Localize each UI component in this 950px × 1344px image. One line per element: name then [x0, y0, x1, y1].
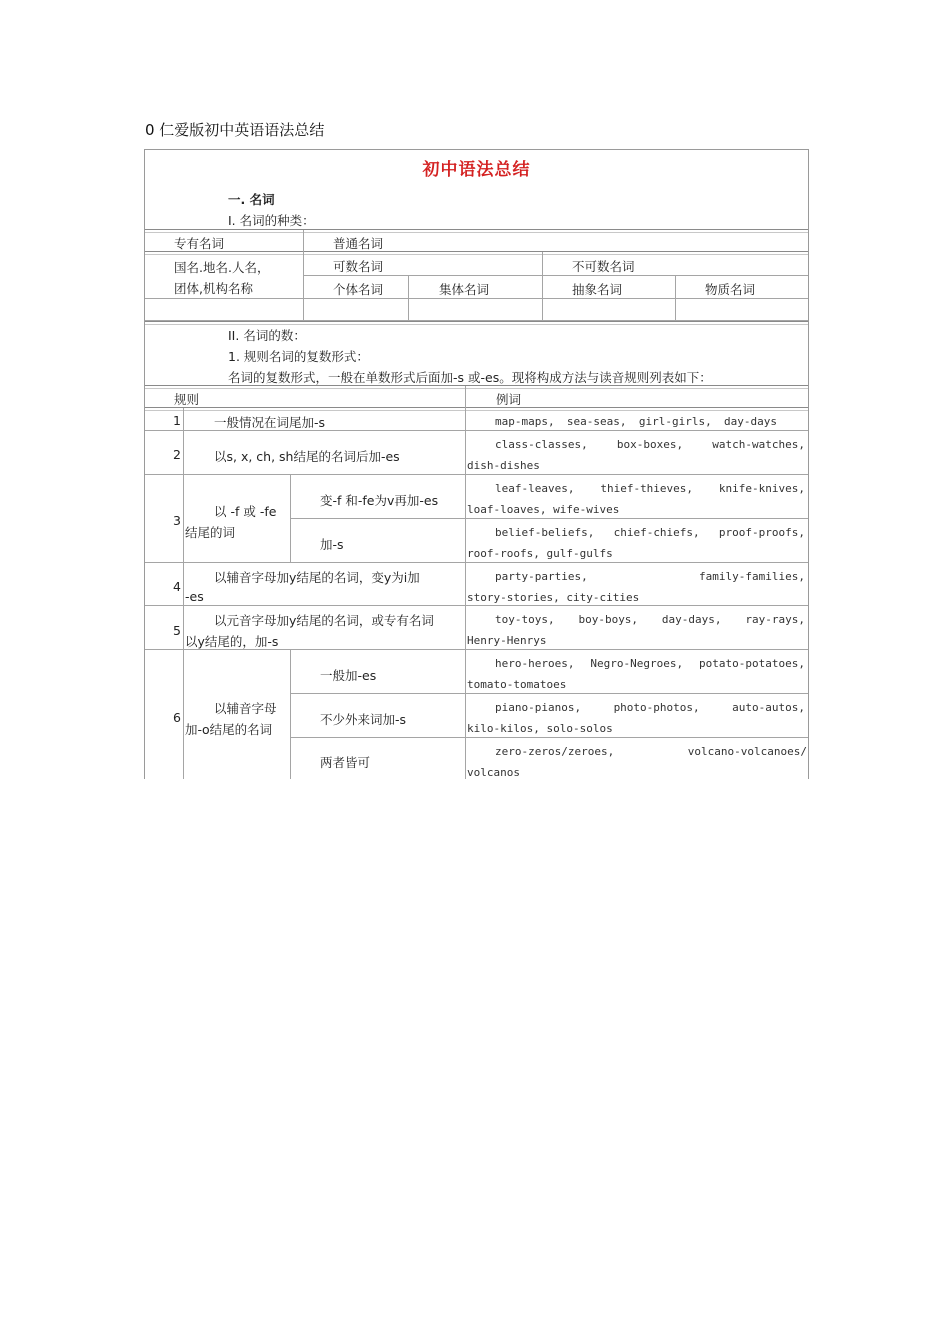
countable-noun-cell: 可数名词	[333, 259, 384, 274]
example-column-header: 例词	[496, 392, 522, 407]
proper-noun-desc-1: 国名.地名.人名，	[174, 260, 270, 275]
example-line: dish-dishes	[467, 459, 540, 472]
proper-noun-cell: 专有名词	[174, 236, 225, 251]
rule-number: 5	[173, 623, 181, 638]
sub-rule-text: 一般加-es	[320, 668, 377, 683]
example-line: loaf-loaves, wife-wives	[467, 503, 620, 516]
common-noun-cell: 普通名词	[333, 236, 384, 251]
example-line: kilo-kilos, solo-solos	[467, 722, 613, 735]
section-nouns-heading: 一. 名词	[228, 192, 275, 207]
sub-rule-text: 加-s	[320, 537, 344, 552]
rule-number: 2	[173, 447, 181, 462]
noun-types-heading: I. 名词的种类：	[228, 213, 315, 228]
example-line: map-maps, sea-seas, girl-girls, day-days	[495, 415, 777, 428]
example-line: toy-toys, boy-boys, day-days, ray-rays,	[495, 613, 805, 626]
example-line: leaf-leaves, thief-thieves, knife-knives,	[495, 482, 805, 495]
example-line: tomato-tomatoes	[467, 678, 567, 691]
example-line: class-classes, box-boxes, watch-watches,	[495, 438, 805, 451]
rule-text: 以辅音字母	[214, 701, 277, 716]
example-line: story-stories, city-cities	[467, 591, 640, 604]
example-line: zero-zeros/zeroes, volcano-volcanoes/	[495, 745, 807, 758]
rule-column-header: 规则	[174, 392, 200, 407]
rule-text: 以y结尾的，加-s	[185, 634, 279, 649]
sub-rule-text: 两者皆可	[320, 755, 371, 770]
example-line: party-parties, family-families,	[495, 570, 805, 583]
sheet-title: 初中语法总结	[422, 160, 531, 180]
document-heading: 0 仁爱版初中英语语法总结	[145, 121, 325, 139]
rule-text: 加-o结尾的名词	[185, 722, 273, 737]
material-noun-cell: 物质名词	[705, 282, 756, 297]
individual-noun-cell: 个体名词	[333, 282, 384, 297]
abstract-noun-cell: 抽象名词	[572, 282, 623, 297]
noun-number-heading: II. 名词的数：	[228, 328, 306, 343]
example-line: roof-roofs, gulf-gulfs	[467, 547, 613, 560]
rule-text: 以元音字母加y结尾的名词，或专有名词	[214, 613, 434, 628]
proper-noun-desc-2: 团体,机构名称	[174, 281, 253, 296]
regular-plural-heading: 1. 规则名词的复数形式：	[228, 349, 369, 364]
rule-number: 3	[173, 513, 181, 528]
rule-text: 以 -f 或 -fe	[214, 504, 277, 519]
rule-number: 1	[173, 413, 181, 428]
example-line: belief-beliefs, chief-chiefs, proof-proofs,	[495, 526, 805, 539]
example-line: volcanos	[467, 766, 520, 779]
rule-text: -es	[185, 589, 204, 604]
grammar-sheet	[144, 149, 809, 779]
rule-number: 6	[173, 710, 181, 725]
rule-text: 以辅音字母加y结尾的名词，变y为i加	[214, 570, 420, 585]
example-line: Henry-Henrys	[467, 634, 547, 647]
sub-rule-text: 不少外来词加-s	[320, 712, 407, 727]
example-line: hero-heroes, Negro-Negroes, potato-potatoes,	[495, 657, 805, 670]
example-line: piano-pianos, photo-photos, auto-autos,	[495, 701, 805, 714]
collective-noun-cell: 集体名词	[439, 282, 490, 297]
uncountable-noun-cell: 不可数名词	[572, 259, 635, 274]
rule-text: 结尾的词	[185, 525, 236, 540]
rule-number: 4	[173, 579, 181, 594]
plural-description: 名词的复数形式，一般在单数形式后面加-s 或-es。现将构成方法与读音规则列表如下：	[228, 370, 712, 385]
rule-text: 一般情况在词尾加-s	[214, 415, 326, 430]
sub-rule-text: 变-f 和-fe为v再加-es	[320, 493, 439, 508]
rule-text: 以s, x, ch, sh结尾的名词后加-es	[214, 449, 400, 464]
